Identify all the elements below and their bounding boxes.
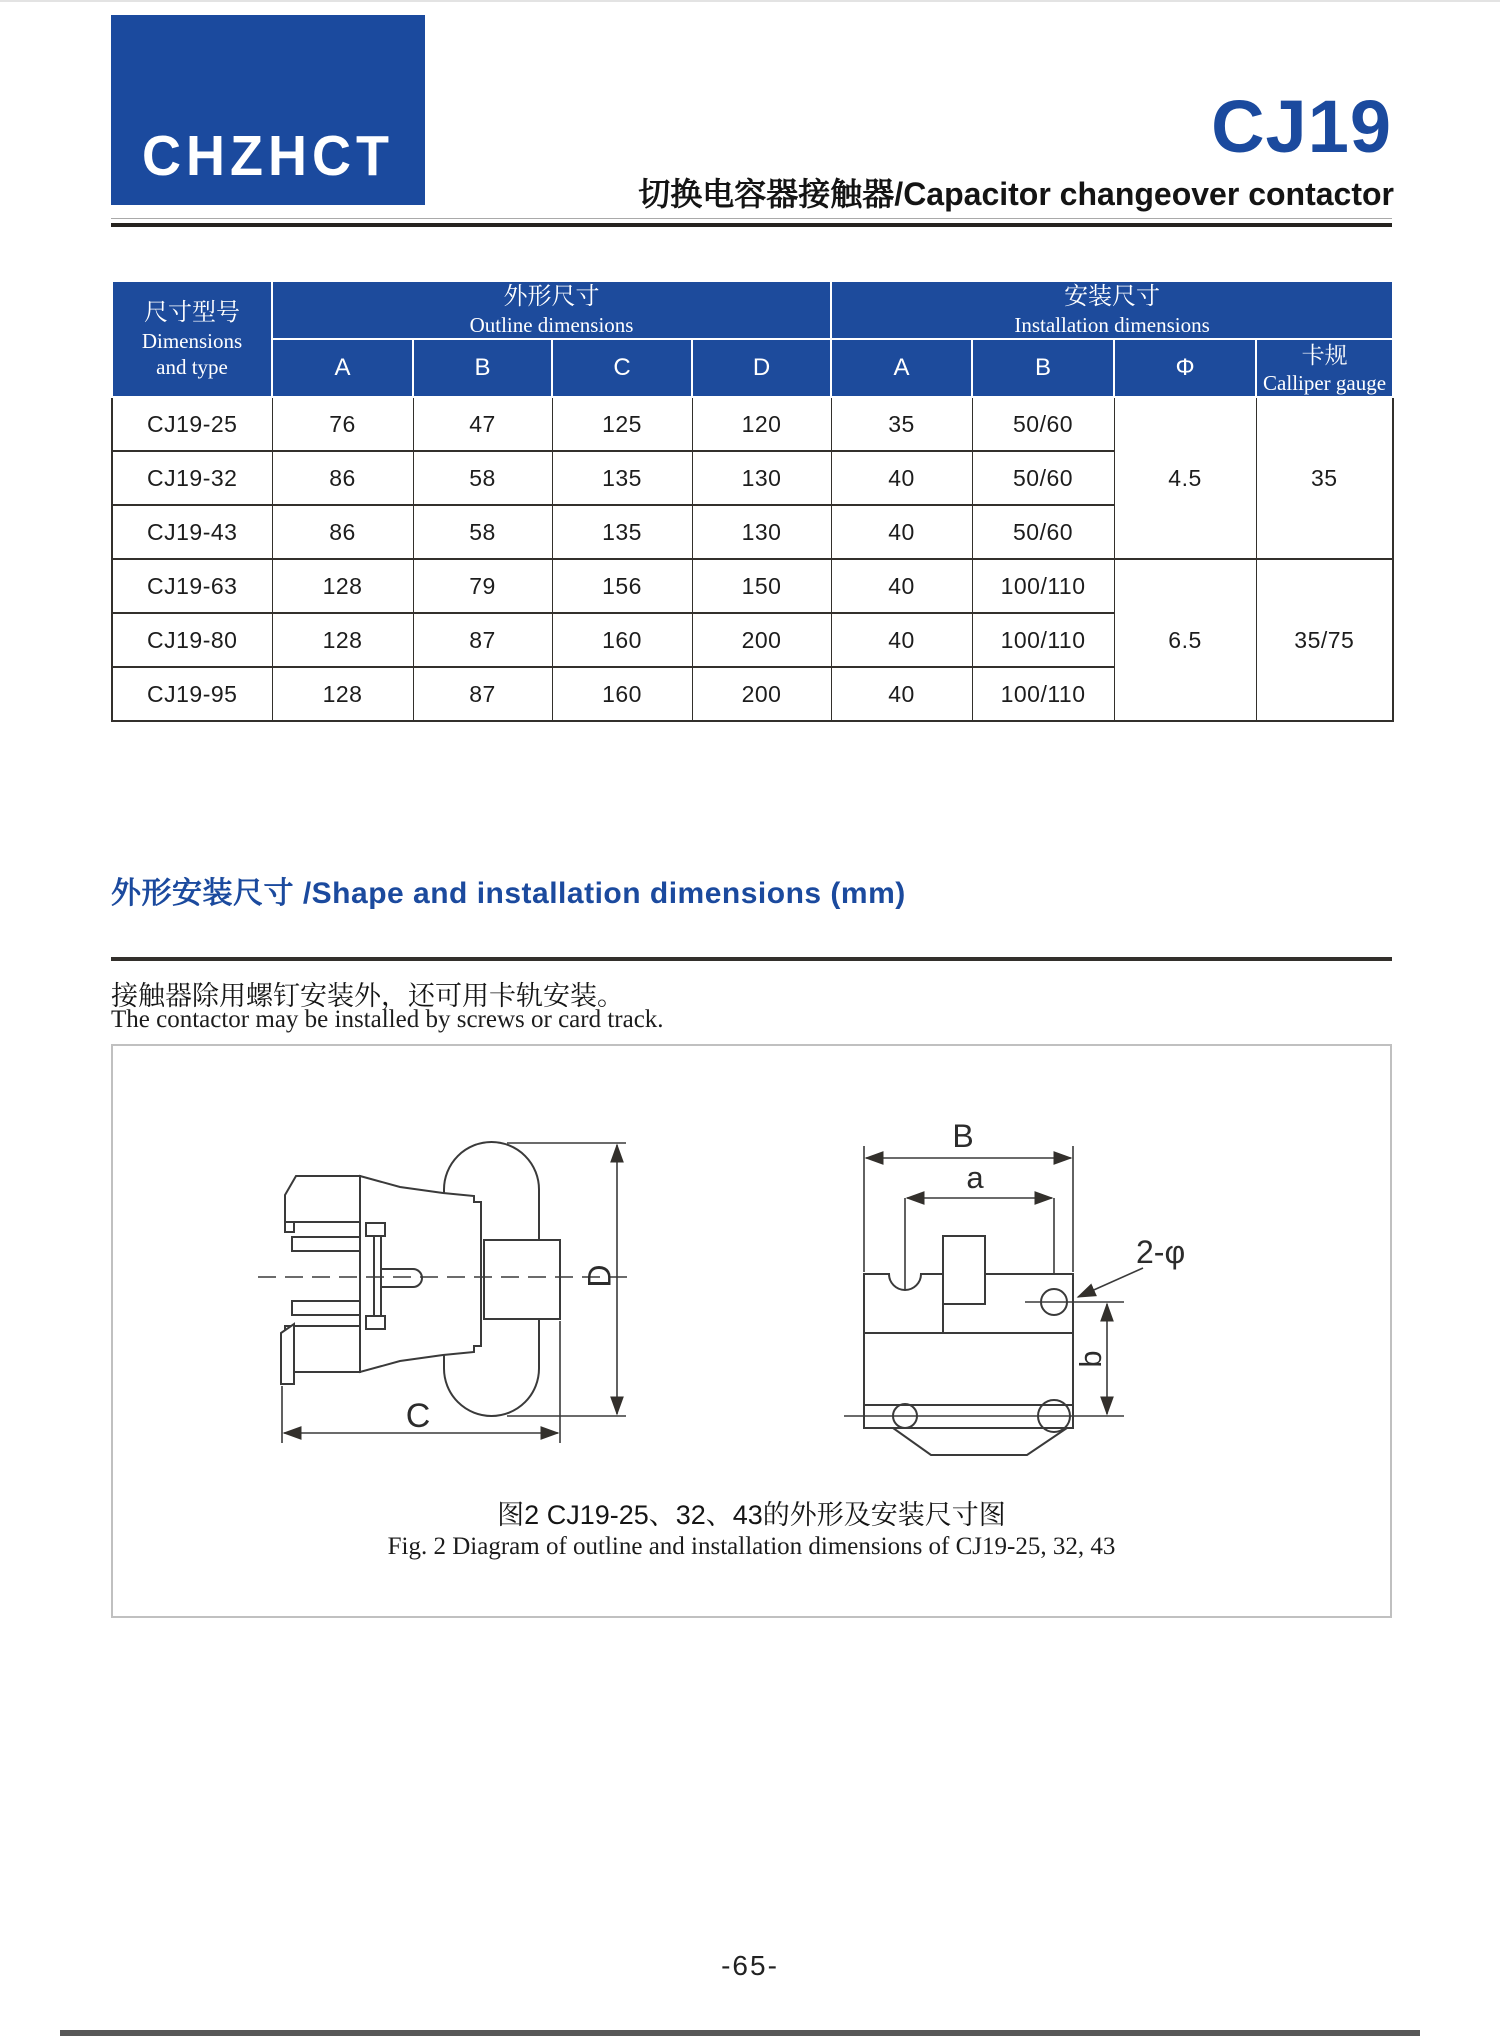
col-header-install-b: B [972, 339, 1114, 397]
page-subtitle: 切换电容器接触器/Capacitor changeover contactor [638, 176, 1394, 212]
dim-label-c: C [405, 1397, 431, 1435]
cell-model: CJ19-43 [112, 505, 272, 559]
col-group-installation-dimensions: 安装尺寸 Installation dimensions [831, 281, 1393, 339]
cell-model: CJ19-80 [112, 613, 272, 667]
col-header-outline-a: A [272, 339, 413, 397]
dimensions-table [111, 280, 1394, 722]
brand-logo-text: CHZHCT [142, 124, 394, 188]
cell-phi-group2: 6.5 [1114, 559, 1256, 721]
table-row: CJ19-95 128 87 160 200 40 100/110 [112, 667, 1393, 721]
col-header-outline-d: D [692, 339, 831, 397]
table-row: CJ19-63 128 79 156 150 40 100/110 6.5 35/75 [112, 559, 1393, 613]
dim-label-d: D [581, 1264, 618, 1288]
page-bottom-bar [60, 2030, 1420, 2036]
table-row: CJ19-80 128 87 160 200 40 100/110 [112, 613, 1393, 667]
cell-model: CJ19-25 [112, 397, 272, 451]
cell-gauge-group1: 35 [1256, 397, 1393, 559]
dim-label-b-inner: b [1073, 1350, 1109, 1368]
page-title: CJ19 [1211, 85, 1392, 168]
brand-logo [111, 15, 425, 205]
side-view-drawing [258, 1142, 629, 1443]
dim-label-a: a [966, 1160, 984, 1195]
install-note-zh: 接触器除用螺钉安装外，还可用卡轨安装。 [111, 981, 624, 1011]
table-row: CJ19-32 86 58 135 130 40 50/60 [112, 451, 1393, 505]
col-header-dimensions-type: 尺寸型号 Dimensions and type [112, 281, 272, 397]
dimensions-table-wrap [111, 280, 1392, 722]
col-header-outline-b: B [413, 339, 552, 397]
dim-label-b-outer: B [952, 1118, 974, 1154]
cell-phi-group1: 4.5 [1114, 397, 1256, 559]
page-number: -65- [721, 1950, 779, 1981]
table-row: CJ19-25 76 47 125 120 35 50/60 4.5 35 [112, 397, 1393, 451]
col-header-install-a: A [831, 339, 972, 397]
dim-label-2phi: 2-φ [1136, 1234, 1186, 1270]
cell-gauge-group2: 35/75 [1256, 559, 1393, 721]
cell-model: CJ19-32 [112, 451, 272, 505]
section-heading: 外形安装尺寸 /Shape and installation dimensions (mm) [111, 877, 906, 910]
figure-caption-en: Fig. 2 Diagram of outline and installation dimensions of CJ19-25, 32, 43 [387, 1533, 1116, 1560]
install-note-en: The contactor may be installed by screws or card track. [111, 1006, 664, 1033]
table-row: CJ19-43 86 58 135 130 40 50/60 [112, 505, 1393, 559]
rear-view-drawing [844, 1146, 1143, 1455]
col-group-outline-dimensions: 外形尺寸 Outline dimensions [272, 281, 831, 339]
col-header-outline-c: C [552, 339, 692, 397]
header-rule-thin [111, 218, 1392, 219]
figure-caption [113, 1498, 1390, 1562]
cell-model: CJ19-63 [112, 559, 272, 613]
figure-caption-zh: 图2 CJ19-25、32、43的外形及安装尺寸图 [497, 1500, 1006, 1530]
cell-model: CJ19-95 [112, 667, 272, 721]
col-header-phi: Φ [1114, 339, 1256, 397]
header-rule-thick [111, 223, 1392, 227]
col-header-calliper-gauge: 卡规 Calliper gauge [1256, 339, 1393, 397]
section-rule [111, 957, 1392, 961]
figure-2-box [111, 1044, 1392, 1618]
